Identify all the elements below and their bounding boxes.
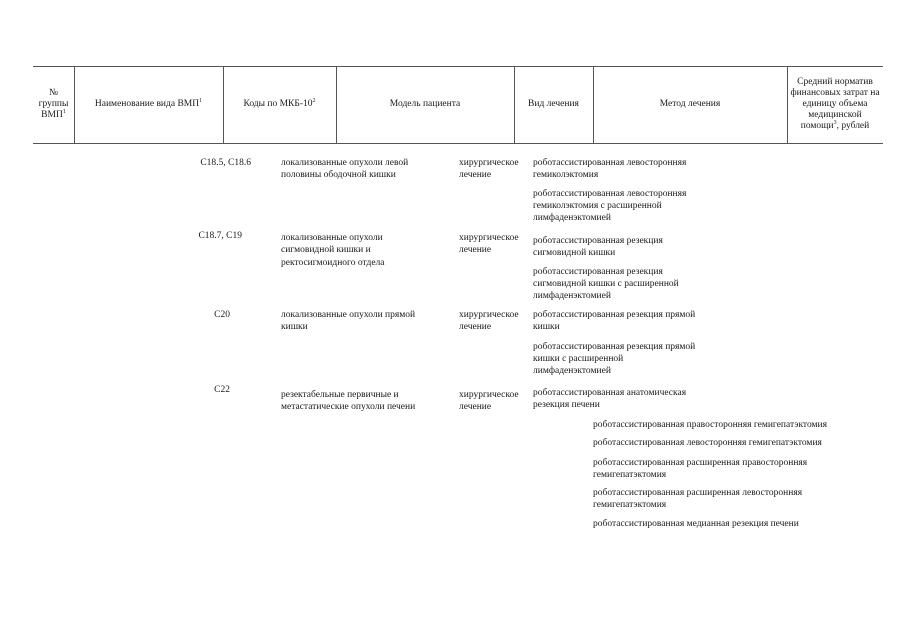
row-4-treatment-line-1: хирургическое (459, 390, 519, 400)
header-icd-codes-mark: 2 (312, 97, 316, 104)
row-2-method-1-line-1: роботассистированная резекция (533, 236, 663, 246)
row-2-treatment-line-1: хирургическое (459, 233, 519, 243)
header-cost-norm (787, 66, 883, 143)
row-3-method-1-line-2: кишки (533, 322, 560, 332)
row-2-method-2-line-3: лимфаденэктомией (533, 291, 611, 301)
row-2-model-line-1: локализованные опухоли (281, 233, 383, 243)
row-4-method-1-line-2: резекция печени (533, 400, 600, 410)
header-group-number (33, 66, 74, 143)
row-4-extra-method-4-line-1: роботассистированная расширенная левосторонняя (593, 488, 803, 498)
header-treatment-type (514, 66, 593, 143)
header-group-number-text: № группы ВМП (38, 88, 69, 120)
row-1-method-1-line-1: роботассистированная левосторонняя (533, 158, 687, 168)
header-cost-norm-text: Средний норматив финансовых затрат на единицу объема медицинской помощи (790, 77, 880, 131)
row-4-extra-method-5: роботассистированная медианная резекция печени (593, 519, 799, 529)
header-icd-codes (223, 66, 336, 143)
header-treatment-type-text: Вид лечения (528, 99, 579, 109)
row-1-codes: C18.5, C18.6 (200, 158, 251, 168)
row-4-extra-method-3-line-2: гемигепатэктомия (593, 470, 667, 480)
row-1-method-2-line-3: лимфаденэктомией (533, 213, 611, 223)
row-2-treatment-line-2: лечение (459, 245, 492, 255)
row-4-extra-method-4-line-2: гемигепатэктомия (593, 500, 667, 510)
header-patient-model-text: Модель пациента (389, 99, 461, 109)
row-2-method-2-line-2: сигмовидной кишки с расширенной (533, 279, 679, 289)
row-4-extra-method-2: роботассистированная левосторонняя гемигепатэктомия (593, 438, 822, 448)
row-3-model-line-1: локализованные опухоли прямой (281, 310, 416, 320)
header-patient-model (336, 66, 514, 143)
row-3-method-2-line-1: роботассистированная резекция прямой (533, 342, 696, 352)
row-2-codes: C18.7, C19 (198, 231, 242, 241)
row-3-method-1-line-1: роботассистированная резекция прямой (533, 310, 696, 320)
header-bottom-border (33, 143, 883, 144)
row-1-model-line-2: половины ободочной кишки (281, 170, 396, 180)
header-cost-norm-tail: , рублей (836, 121, 870, 131)
row-1-method-2-line-1: роботассистированная левосторонняя (533, 189, 687, 199)
header-vmp-name (74, 66, 223, 143)
row-3-codes: C20 (214, 310, 230, 320)
row-1-method-1-line-2: гемиколэктомия (533, 170, 599, 180)
row-3-model-line-2: кишки (281, 322, 308, 332)
row-4-extra-method-1: роботассистированная правосторонняя гемигепатэктомия (593, 420, 827, 430)
header-treatment-method (593, 66, 787, 143)
row-4-codes: C22 (214, 385, 230, 395)
row-4-model-line-1: резектабельные первичные и (281, 390, 399, 400)
header-cost-norm-mark: 3 (833, 119, 837, 126)
row-2-method-2-line-1: роботассистированная резекция (533, 267, 663, 277)
row-4-extra-method-3-line-1: роботассистированная расширенная правосторонняя (593, 458, 808, 468)
header-vmp-name-text: Наименование вида ВМП (94, 99, 200, 109)
header-icd-codes-text: Коды по МКБ-10 (243, 99, 313, 109)
header-group-number-mark: 1 (62, 108, 66, 115)
row-2-model-line-3: ректосигмоидного отдела (281, 258, 385, 268)
row-1-treatment-line-1: хирургическое (459, 158, 519, 168)
row-1-model-line-1: локализованные опухоли левой (281, 158, 409, 168)
row-4-model-line-2: метастатические опухоли печени (281, 402, 416, 412)
row-3-method-2-line-3: лимфаденэктомией (533, 366, 611, 376)
row-2-method-1-line-2: сигмовидной кишки (533, 248, 616, 258)
row-4-method-1-line-1: роботассистированная анатомическая (533, 388, 687, 398)
header-treatment-method-text: Метод лечения (659, 99, 721, 109)
header-vmp-name-mark: 1 (199, 97, 203, 104)
row-3-treatment-line-2: лечение (459, 322, 492, 332)
row-3-treatment-line-1: хирургическое (459, 310, 519, 320)
row-3-method-2-line-2: кишки с расширенной (533, 354, 624, 364)
row-4-treatment-line-2: лечение (459, 402, 492, 412)
row-2-model-line-2: сигмовидной кишки и (281, 245, 371, 255)
row-1-treatment-line-2: лечение (459, 170, 492, 180)
row-1-method-2-line-2: гемиколэктомия с расширенной (533, 201, 662, 211)
